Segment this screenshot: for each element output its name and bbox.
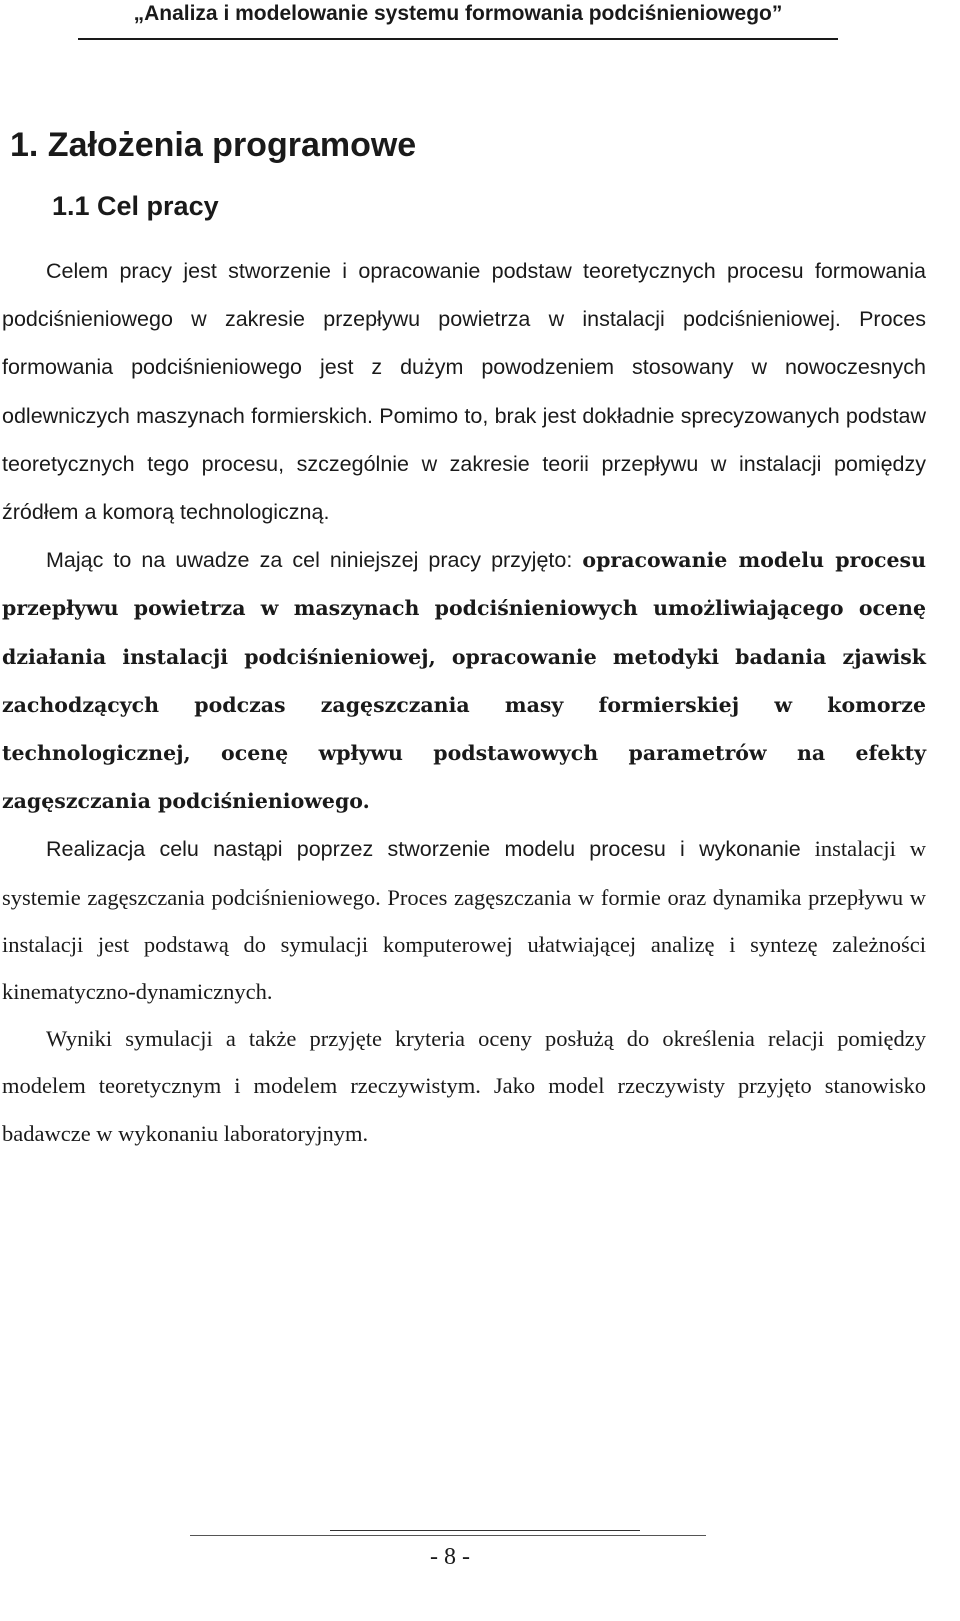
paragraph-objective — [2, 536, 926, 825]
page-number: - 8 - — [430, 1544, 470, 1570]
section-heading: 1. Założenia programowe — [10, 126, 417, 164]
running-header: „Analiza i modelowanie systemu formowania podciśnieniowego” — [78, 0, 838, 40]
paragraph-realization-part2: instalacji w systemie zagęszczania podciśnieniowego. Proces zagęszczania w formie oraz dynamika przepływu w instalacji jest podstawą do symulacji komputerowej ułatwiającej analizę i syntezę zależności kinematyczno-dynamicznych. — [2, 836, 926, 1005]
paragraph-objective-intro: Mając to na uwadze za cel niniejszej pracy przyjęto: — [46, 548, 583, 573]
paragraph-results: Wyniki symulacji a także przyjęte kryteria oceny posłużą do określenia relacji pomiędzy modelem teoretycznym i modelem rzeczywistym. Jako model rzeczywisty przyjęto stanowisko badawcze w wykonaniu laboratoryjnym. — [2, 1026, 926, 1146]
body-text — [2, 247, 926, 1157]
paragraph-realization-part1: Realizacja celu nastąpi poprzez stworzenie modelu procesu i wykonanie — [46, 837, 801, 862]
footer-rule — [190, 1535, 706, 1536]
paragraph-goal-part2: Proces formowania podciśnieniowego jest z dużym powodzeniem stosowany w nowoczesnych odlewniczych maszynach formierskich. — [2, 307, 926, 428]
paragraph-goal-part3: Pomimo to, brak jest dokładnie sprecyzowanych podstaw teoretycznych tego procesu, szczególnie w zakresie teorii przepływu w instalacji pomiędzy źródłem a komorą technologiczną. — [2, 403, 926, 525]
paragraph-realization — [2, 825, 926, 1015]
subsection-heading: 1.1 Cel pracy — [52, 191, 219, 221]
paragraph-goal-part1: Celem pracy jest stworzenie i opracowanie podstaw teoretycznych procesu formowania podciśnieniowego w zakresie przepływu powietrza w instalacji podciśnieniowej. — [2, 259, 926, 332]
paragraph-objective-bold: opracowanie modelu procesu przepływu powietrza w maszynach podciśnieniowych umożliwiającego ocenę działania instalacji podciśnieniowej, opracowanie metodyki badania zjawisk zachodzących podczas zagęszczania masy formierskiej w komorze technologicznej, ocenę wpływu podstawowych parametrów na efekty zagęszczania podciśnieniowego. — [2, 548, 926, 814]
paragraph-goal — [2, 247, 926, 536]
footer-rule-upper — [330, 1530, 640, 1531]
